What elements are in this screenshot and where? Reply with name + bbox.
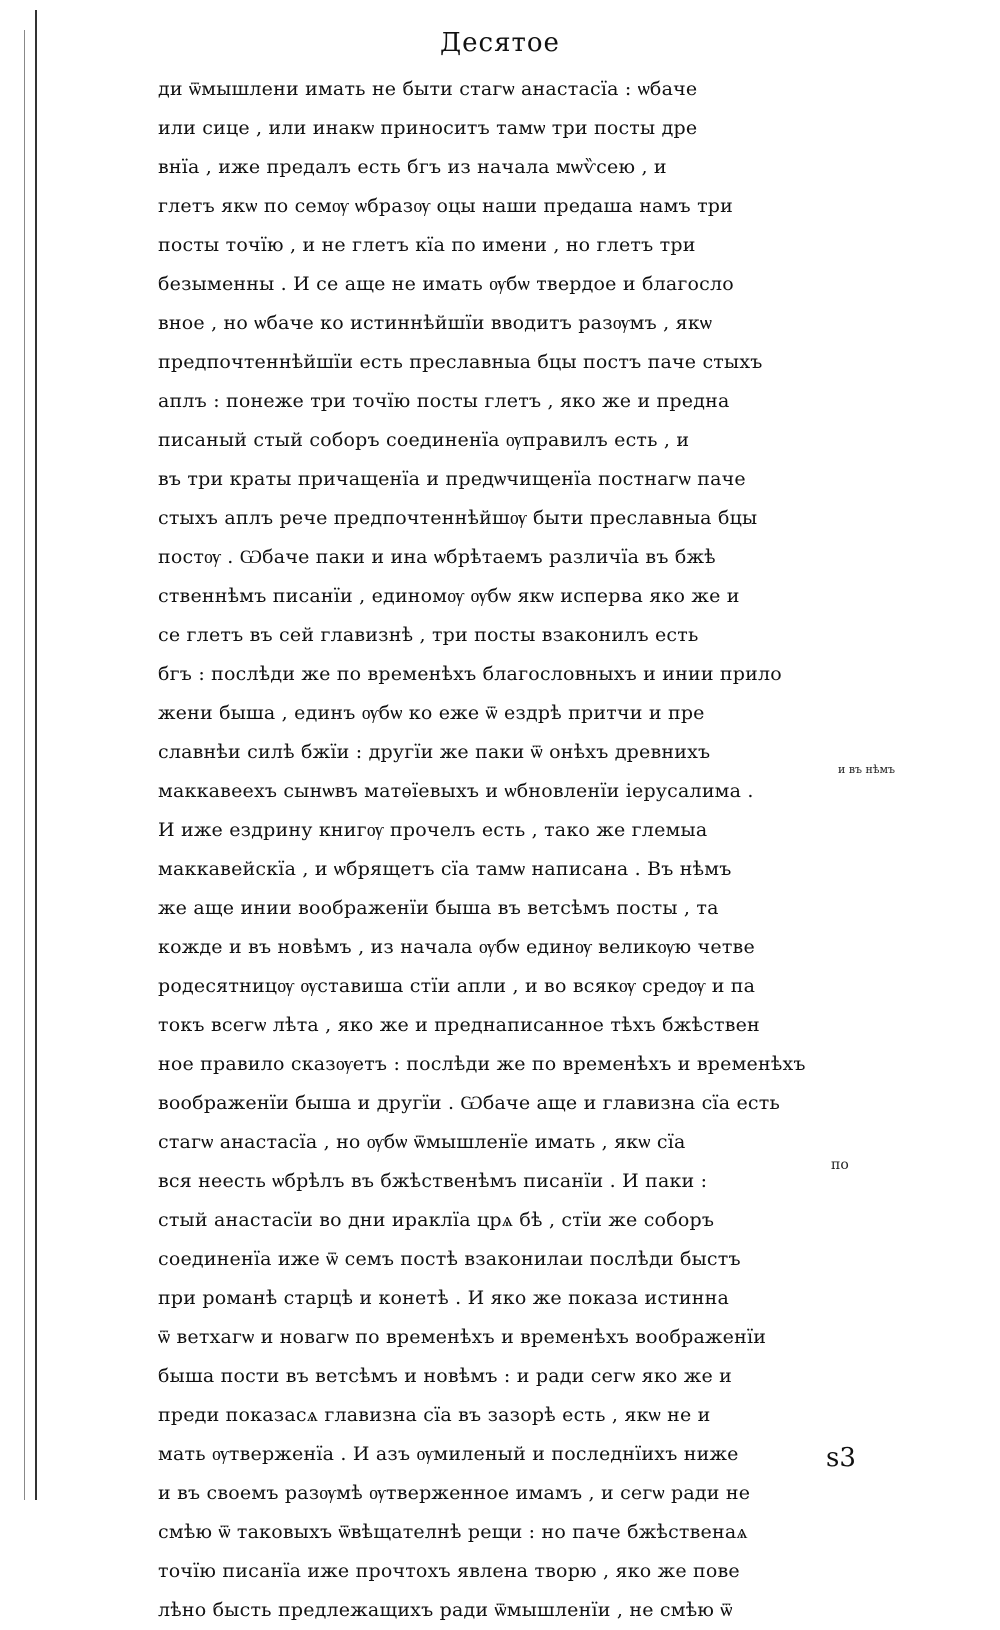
text-line: родесятницѹ ѹставиша стїи апли , и во всякѹ средѹ и па [158,975,756,997]
text-line: же аще инии воображенїи быша въ ветсѣмъ посты , та [158,897,719,919]
text-line: быша пости въ ветсѣмъ и новѣмъ : и ради сегѡ яко же и [158,1365,733,1387]
body-text [158,70,818,1630]
margin-note: и въ нѣмъ [838,763,896,776]
page-number: ѕ3 [826,1443,856,1473]
text-line: смѣю ѿ таковыхъ ѿвѣщателнѣ рещи : но паче бжѣственаѧ [158,1521,748,1543]
text-line: безыменны . И се аще не имать ѹбѡ твердое и благосло [158,273,734,295]
text-line: жени быша , единъ ѹбѡ ко еже ѿ ездрѣ притчи и пре [158,702,705,724]
text-line: писаный стый соборъ соединенїа ѹправилъ есть , и [158,429,690,451]
text-line: вся неесть ѡбрѣлъ въ бжѣственѣмъ писанїи . И паки : [158,1170,708,1192]
text-line: преди показасѧ главизна сїа въ зазорѣ есть , якѡ не и [158,1404,711,1426]
text-line: глетъ якѡ по семѹ ѡбразѹ оцы наши предаша намъ три [158,195,734,217]
text-line: токъ всегѡ лѣта , яко же и преднаписанное тѣхъ бжѣствен [158,1014,760,1036]
text-line: посты точїю , и не глетъ кїа по имени , но глетъ три [158,234,696,256]
text-line: при романѣ старцѣ и конетѣ . И яко же показа истинна [158,1287,730,1309]
text-line: или сице , или инакѡ приноситъ тамѡ три посты дре [158,117,698,139]
text-line: и въ своемъ разѹмѣ ѹтверженное имамъ , и сегѡ ради не [158,1482,751,1504]
text-line: лѣно бысть предлежащихъ ради ѿмышленїи , не смѣю ѿ [158,1599,733,1621]
text-line: ди ѿмышлени имать не быти стагѡ анастасїа : ѡбаче [158,78,698,100]
text-line: воображенїи быша и другїи . Ѡбаче аще и главизна сїа есть [158,1092,781,1114]
text-line: точїю писанїа иже прочтохъ явлена творю , яко же пове [158,1560,740,1582]
page-edge-rule [35,10,37,1500]
text-line: стыхъ аплъ рече предпочтеннѣйшѹ быти преславныа бцы [158,507,758,529]
text-line: бгъ : послѣди же по временѣхъ благословныхъ и инии прило [158,663,782,685]
text-line: кожде и въ новѣмъ , из начала ѹбѡ единѹ великѹю четве [158,936,755,958]
page-edge-rule-outer [24,30,25,1500]
text-line: стагѡ анастасїа , но ѹбѡ ѿмышленїе имать , якѡ сїа [158,1131,686,1153]
text-line: ственнѣмъ писанїи , единомѹ ѹбѡ якѡ исперва яко же и [158,585,740,607]
text-line: мать ѹтверженїа . И азъ ѹмиленый и последнїихъ ниже [158,1443,739,1465]
text-line: вное , но ѡбаче ко истиннѣйшїи вводитъ разѹмъ , якѡ [158,312,713,334]
text-line: ѿ ветхагѡ и новагѡ по временѣхъ и временѣхъ воображенїи [158,1326,767,1348]
text-line: соединенїа иже ѿ семъ постѣ взаконилаи послѣди быстъ [158,1248,741,1270]
text-line: се глетъ въ сей главизнѣ , три посты взаконилъ есть [158,624,699,646]
text-line: стый анастасїи во дни ираклїа црѧ бѣ , стїи же соборъ [158,1209,715,1231]
text-line: постѹ . Ѡбаче паки и ина ѡбрѣтаемъ различїа въ бжѣ [158,546,716,568]
text-line: маккавеехъ сынѡвъ матѳїевыхъ и ѡбновленїи iерусалима . [158,780,754,802]
text-line: внїа , иже предалъ есть бгъ из начала мѡѷсею , и [158,156,667,178]
text-line: ное правило сказѹетъ : послѣди же по временѣхъ и временѣхъ [158,1053,806,1075]
text-line: И иже ездрину книгѹ прочелъ есть , тако же глемыа [158,819,708,841]
text-line: предпочтеннѣйшїи есть преславныа бцы постъ паче стыхъ [158,351,763,373]
text-line: маккавейскїа , и ѡбрящетъ сїа тамѡ написана . Въ нѣмъ [158,858,732,880]
text-line: славнѣи силѣ бжїи : другїи же паки ѿ онѣхъ древнихъ [158,741,711,763]
page-header: Десятое [440,28,560,58]
margin-note: по [831,1157,849,1173]
text-line: аплъ : понеже три точїю посты глетъ , яко же и предна [158,390,730,412]
text-line: въ три краты причащенїа и предѡчищенїа постнагѡ паче [158,468,746,490]
